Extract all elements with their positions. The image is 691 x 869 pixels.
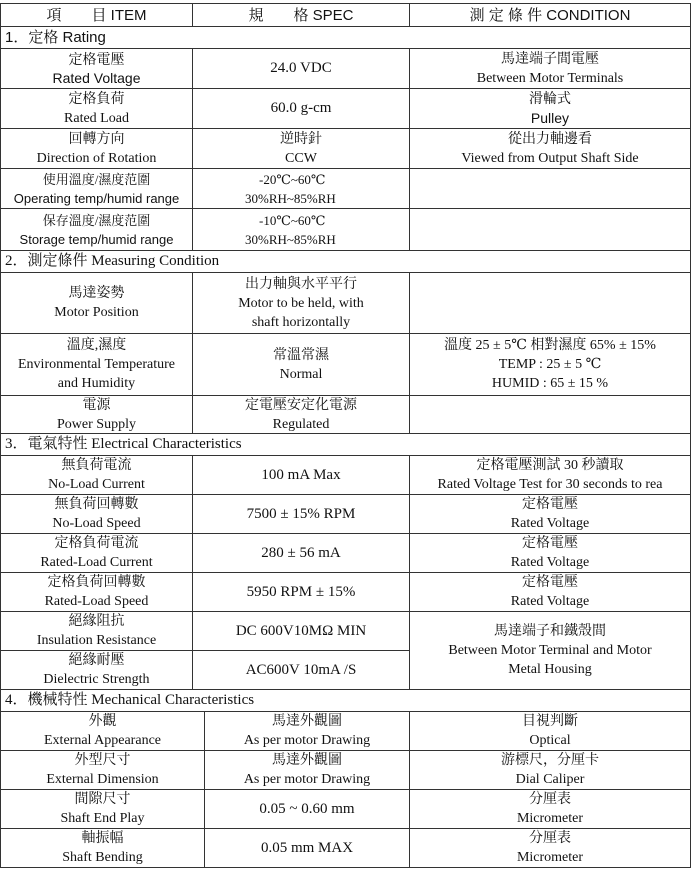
row-no-load-current-item (0, 456, 193, 495)
cond-en: Micrometer (516, 811, 584, 826)
row-no-load-current-spec (193, 456, 410, 495)
section-measuring-title (0, 251, 691, 273)
item-zh: 馬達姿勢 (68, 286, 125, 301)
row-rated-load-condition (410, 89, 691, 129)
cond-zh: 馬達端子和鐵殼間 (494, 624, 606, 639)
cond-en-1: Between Motor Terminal and Motor (448, 643, 652, 658)
item-zh: 間隙尺寸 (74, 792, 131, 807)
spec-en-2: shaft horizontally (251, 314, 351, 330)
row-appearance-spec (205, 712, 410, 751)
cond-zh: 定格電壓 (522, 575, 578, 590)
spec-value: 7500 ± 15% RPM (246, 505, 356, 522)
row-rated-load-current-item (0, 534, 193, 573)
item-en: Shaft End Play (60, 811, 145, 826)
cond-en: Viewed from Output Shaft Side (461, 150, 639, 166)
item-zh: 保存溫度/濕度范圍 (42, 212, 151, 228)
row-motor-position-condition (410, 273, 691, 334)
row-rated-load-item (0, 89, 193, 129)
spec-line-2: 30%RH~85%RH (245, 190, 336, 206)
row-rated-load-spec (193, 89, 410, 129)
cond-line-2: TEMP : 25 ± 5 ℃ (498, 357, 602, 372)
item-zh: 絕緣耐壓 (68, 653, 125, 668)
row-storage-condition (410, 209, 691, 251)
cond-en: Dial Caliper (515, 772, 585, 787)
item-en-1: Environmental Temperature (18, 357, 175, 372)
spec-value: 100 mA Max (261, 466, 341, 483)
row-appearance-condition (410, 712, 691, 751)
cond-zh: 游標尺，分厘卡 (501, 753, 599, 768)
section-rating-title (0, 27, 691, 49)
row-no-load-speed-spec (193, 495, 410, 534)
item-en: External Appearance (44, 733, 161, 748)
item-zh: 溫度,濕度 (66, 338, 127, 353)
section-mechanical-title (0, 690, 691, 712)
row-rated-load-current-spec (193, 534, 410, 573)
row-rated-load-speed-spec (193, 573, 410, 612)
item-en: Motor Position (54, 305, 139, 320)
item-en: Shaft Bending (62, 850, 143, 865)
row-rotation-spec (193, 129, 410, 169)
spec-en: Normal (279, 366, 323, 382)
row-bending-condition (410, 829, 691, 868)
row-dielectric-spec (193, 651, 410, 690)
row-rated-voltage-item (0, 49, 193, 89)
item-zh: 外型尺寸 (74, 753, 131, 768)
item-zh: 定格負荷電流 (54, 536, 139, 551)
row-bending-spec (205, 829, 410, 868)
spec-value: DC 600V10MΩ MIN (235, 622, 367, 639)
item-zh: 使用溫度/濕度范圍 (42, 171, 151, 187)
item-en: External Dimension (46, 772, 159, 787)
row-rated-load-current-condition (410, 534, 691, 573)
row-end-play-item (0, 790, 205, 829)
row-dielectric-item (0, 651, 193, 690)
row-dimension-spec (205, 751, 410, 790)
cond-en: Micrometer (516, 850, 584, 865)
spec-en: Regulated (272, 416, 330, 432)
item-en: Operating temp/humid range (13, 190, 180, 206)
cond-line-3: HUMID : 65 ± 15 % (491, 376, 609, 391)
row-rated-voltage-condition (410, 49, 691, 89)
item-en-2: and Humidity (57, 376, 136, 391)
row-motor-position-item (0, 273, 193, 334)
row-bending-item (0, 829, 205, 868)
cond-zh: 馬達端子間電壓 (501, 51, 599, 67)
cond-zh: 定格電壓測試 30 秒讀取 (476, 458, 624, 473)
row-environment-spec (193, 334, 410, 396)
item-en: Dielectric Strength (43, 672, 150, 687)
row-rated-load-speed-condition (410, 573, 691, 612)
spec-en: As per motor Drawing (243, 733, 371, 748)
spec-zh: 出力軸與水平平行 (245, 276, 357, 292)
cond-zh: 滑輪式 (529, 91, 571, 107)
row-power-supply-condition (410, 396, 691, 434)
cond-line-1: 溫度 25 ± 5℃ 相對濕度 65% ± 15% (444, 338, 656, 353)
spec-value: 0.05 mm MAX (260, 839, 354, 856)
spec-line-1: -20℃~60℃ (259, 171, 326, 187)
row-dimension-condition (410, 751, 691, 790)
spec-value: 0.05 ~ 0.60 mm (259, 800, 355, 817)
item-en: Rated Load (64, 110, 129, 126)
spec-en-1: Motor to be held, with (238, 295, 364, 311)
row-no-load-current-condition (410, 456, 691, 495)
cond-zh: 定格電壓 (522, 536, 578, 551)
row-power-supply-item (0, 396, 193, 434)
section-electrical-label: 3．電氣特性 Electrical Characteristics (5, 436, 242, 452)
item-en: Rated-Load Current (40, 555, 153, 570)
item-zh: 軸振幅 (81, 831, 124, 846)
spec-zh: 馬達外觀圖 (272, 753, 342, 768)
item-en: Rated-Load Speed (44, 594, 149, 609)
item-en: Power Supply (57, 416, 136, 432)
row-end-play-spec (205, 790, 410, 829)
cond-en-2: Metal Housing (508, 662, 592, 677)
row-rotation-item (0, 129, 193, 169)
spec-zh: 逆時針 (280, 131, 322, 147)
section-rating-label: 1．定格 Rating (5, 29, 106, 46)
item-en: Insulation Resistance (36, 633, 157, 648)
spec-line-1: -10℃~60℃ (259, 212, 326, 228)
row-end-play-condition (410, 790, 691, 829)
item-zh: 電源 (82, 397, 111, 413)
row-no-load-speed-item (0, 495, 193, 534)
row-operating-spec (193, 169, 410, 209)
spec-en: As per motor Drawing (243, 772, 371, 787)
spec-zh: 定電壓安定化電源 (245, 397, 357, 413)
row-storage-spec (193, 209, 410, 251)
item-en: Direction of Rotation (36, 150, 157, 166)
cond-zh: 分厘表 (529, 792, 571, 807)
cond-zh: 目視判斷 (522, 714, 578, 729)
item-zh: 無負荷電流 (61, 458, 132, 473)
row-insulation-spec (193, 612, 410, 651)
item-zh: 定格負荷 (68, 91, 125, 107)
item-zh: 絕緣阻抗 (68, 614, 125, 629)
section-mechanical-label: 4．機械特性 Mechanical Characteristics (5, 692, 255, 708)
row-insulation-dielectric-condition (410, 612, 691, 690)
row-operating-item (0, 169, 193, 209)
spec-value: 280 ± 56 mA (261, 544, 341, 561)
item-zh: 定格電壓 (68, 50, 125, 67)
cond-en: Rated Voltage (510, 555, 590, 570)
cond-en: Rated Voltage (510, 516, 590, 531)
item-zh: 無負荷回轉數 (54, 497, 139, 512)
spec-line-2: 30%RH~85%RH (245, 231, 336, 247)
cond-zh: 分厘表 (529, 831, 571, 846)
cond-en: Rated Voltage (510, 594, 590, 609)
cond-en: Optical (529, 733, 571, 748)
item-en: No-Load Speed (52, 516, 141, 531)
item-en: No-Load Current (48, 477, 145, 492)
spec-value: 24.0 VDC (270, 60, 332, 76)
spec-value: AC600V 10mA /S (245, 661, 357, 678)
row-power-supply-spec (193, 396, 410, 434)
row-insulation-item (0, 612, 193, 651)
item-en: Rated Voltage (52, 69, 141, 86)
header-condition (410, 3, 691, 27)
row-dimension-item (0, 751, 205, 790)
spec-value: 5950 RPM ± 15% (246, 583, 356, 600)
section-electrical-title (0, 434, 691, 456)
row-storage-item (0, 209, 193, 251)
spec-en: CCW (285, 150, 317, 166)
item-en: Storage temp/humid range (19, 231, 174, 247)
header-item (0, 3, 193, 27)
row-rated-voltage-spec (193, 49, 410, 89)
row-no-load-speed-condition (410, 495, 691, 534)
spec-value: 60.0 g-cm (270, 100, 332, 116)
header-item-label: 項 目 ITEM (46, 6, 147, 24)
header-spec-label: 規 格 SPEC (248, 6, 354, 24)
row-motor-position-spec (193, 273, 410, 334)
header-condition-label: 測 定 條 件 CONDITION (469, 6, 631, 24)
cond-en: Pulley (530, 109, 570, 126)
item-zh: 定格負荷回轉數 (47, 575, 146, 590)
row-environment-condition (410, 334, 691, 396)
row-rated-load-speed-item (0, 573, 193, 612)
cond-zh: 從出力軸邊看 (508, 131, 592, 147)
header-spec (193, 3, 410, 27)
spec-zh: 馬達外觀圖 (272, 714, 342, 729)
spec-zh: 常溫常濕 (273, 347, 329, 363)
row-rotation-condition (410, 129, 691, 169)
cond-en: Rated Voltage Test for 30 seconds to rea (437, 477, 663, 492)
row-operating-condition (410, 169, 691, 209)
row-appearance-item (0, 712, 205, 751)
cond-zh: 定格電壓 (522, 497, 578, 512)
section-measuring-label: 2．測定條件 Measuring Condition (5, 253, 220, 269)
item-zh: 回轉方向 (68, 131, 125, 147)
item-zh: 外觀 (88, 714, 117, 729)
cond-en: Between Motor Terminals (476, 70, 624, 86)
row-environment-item (0, 334, 193, 396)
